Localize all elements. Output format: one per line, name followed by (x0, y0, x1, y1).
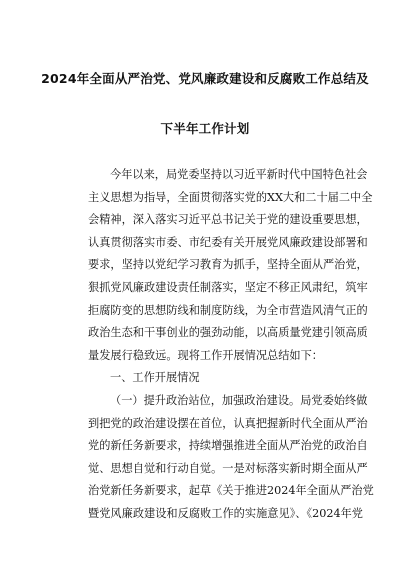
paragraph-line: 拒腐防变的思想防线和制度防线，为全市营造风清气正的 (88, 303, 368, 317)
paragraph-line: 今年以来，局党委坚持以习近平新时代中国特色社会 (110, 168, 368, 181)
paragraph-line: 要求，坚持以党纪学习教育为抓手，坚持全面从严治党， (88, 258, 368, 272)
paragraph-line: 会精神，深入落实习近平总书记关于党的建设重要思想， (88, 213, 368, 227)
document-title-line-1: 2024年全面从严治党、党风廉政建设和反腐败工作总结及 (41, 71, 369, 86)
paragraph-line: 主义思想为指导，全面贯彻落实党的XX大和二十届二中全 (88, 190, 373, 204)
paragraph-line: 治党新任务新要求，起草《关于推进2024年全面从严治党 (88, 484, 374, 498)
paragraph-line: 暨党风廉政建设和反腐败工作的实施意见》、《2024年党 (88, 506, 363, 520)
paragraph-line: 量发展行稳致远。现将工作开展情况总结如下： (88, 348, 323, 362)
document-body (88, 164, 374, 526)
paragraph-line: 狠抓党风廉政建设责任制落实，坚定不移正风肃纪，筑牢 (88, 280, 368, 294)
paragraph-line: 党的新任务新要求，持续增强推进全面从严治党的政治自 (88, 439, 368, 453)
paragraph-line: 政治生态和干事创业的强劲动能，以高质量党建引领高质 (88, 326, 368, 340)
paragraph-line: 到把党的政治建设摆在首位，认真把握新时代全面从严治 (88, 416, 368, 430)
paragraph-line: 觉、思想自觉和行动自觉。一是对标落实新时期全面从严 (88, 461, 368, 475)
paragraph-line: （一）提升政治站位，加强政治建设。局党委始终做 (110, 393, 368, 407)
paragraph-line: 认真贯彻落实市委、市纪委有关开展党风廉政建设部署和 (88, 235, 368, 249)
document-title-line-2: 下半年工作计划 (160, 121, 250, 136)
section-heading: 一、工作开展情况 (110, 371, 200, 385)
